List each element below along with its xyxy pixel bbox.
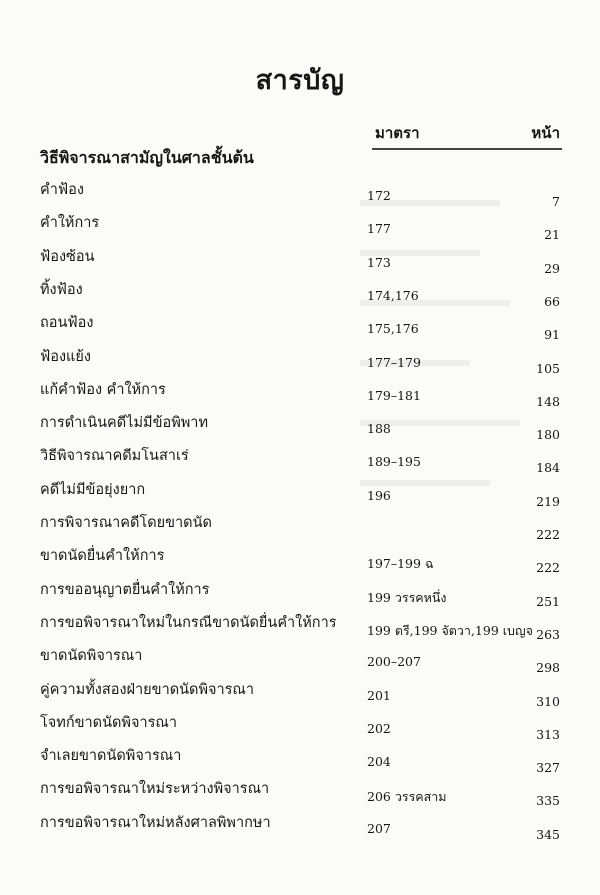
toc-entry (0, 444, 600, 474)
entry-title: คำฟ้อง (40, 182, 84, 198)
toc-entry (0, 544, 600, 574)
entry-section: 173 (367, 254, 391, 270)
entry-title: โจทก์ขาดนัดพิจารณา (40, 714, 177, 731)
entry-page-number: 310 (536, 693, 560, 709)
entry-title: การขออนุญาตยื่นคำให้การ (40, 581, 210, 598)
chapter-heading: วิธีพิจารณาสามัญในศาลชั้นต้น (40, 148, 254, 167)
entry-page-number: 66 (544, 293, 560, 309)
entry-title: การขอพิจารณาใหม่หลังศาลพิพากษา (40, 814, 271, 831)
entry-title: ทิ้งฟ้อง (40, 281, 83, 298)
entry-page-number: 251 (536, 593, 560, 609)
header-rule (372, 148, 562, 150)
toc-entry (0, 178, 600, 208)
entry-title: คำให้การ (40, 215, 100, 232)
toc-entry (0, 711, 600, 741)
toc-entry (0, 278, 600, 308)
entry-title: การขอพิจารณาใหม่ระหว่างพิจารณา (40, 781, 270, 798)
entry-section: 174,176 (367, 287, 419, 303)
page-column-header: หน้า (531, 124, 560, 142)
entry-page-number: 313 (536, 726, 560, 742)
entry-title: จำเลยขาดนัดพิจารณา (40, 748, 182, 765)
entry-section: 201 (367, 687, 391, 703)
entry-page-number: 219 (536, 493, 560, 509)
entry-section: 206 วรรคสาม (367, 789, 447, 805)
entry-title: วิธีพิจารณาคดีมโนสาเร่ (40, 448, 189, 465)
entry-section: 197–199 ฉ (367, 556, 434, 572)
entry-page-number: 180 (536, 427, 560, 443)
entry-title: การขอพิจารณาใหม่ในกรณีขาดนัดยื่นคำให้การ (40, 614, 337, 631)
page-title: สารบัญ (255, 65, 345, 96)
entry-page-number: 148 (536, 393, 560, 409)
entry-title: คู่ความทั้งสองฝ่ายขาดนัดพิจารณา (40, 681, 255, 698)
section-column-header: มาตรา (375, 124, 420, 142)
toc-entry (0, 311, 600, 341)
toc-entry (0, 245, 600, 275)
entry-title: ฟ้องซ้อน (40, 248, 95, 265)
entry-section: 188 (367, 421, 391, 437)
toc-entry (0, 345, 600, 375)
entry-section: 199 ตรี,199 จัตวา,199 เบญจ (367, 622, 533, 638)
entry-page-number: 222 (536, 527, 560, 542)
toc-entry (0, 744, 600, 774)
entry-page-number: 105 (536, 360, 560, 376)
toc-entry (0, 478, 600, 508)
entry-section: 189–195 (367, 454, 421, 470)
entry-title: ฟ้องแย้ง (40, 348, 91, 365)
entry-section: 204 (367, 754, 391, 770)
entry-title: ขาดนัดยื่นคำให้การ (40, 548, 165, 565)
entry-page-number: 7 (552, 194, 560, 209)
toc-entry (0, 378, 600, 408)
entry-section: 175,176 (367, 321, 419, 337)
entry-section: 202 (367, 720, 391, 736)
entry-page-number: 222 (536, 560, 560, 576)
entry-section: 200–207 (367, 654, 421, 670)
entry-title: ถอนฟ้อง (40, 315, 94, 332)
entry-title: ขาดนัดพิจารณา (40, 648, 143, 665)
entry-page-number: 29 (544, 260, 560, 276)
entry-page-number: 91 (544, 327, 560, 343)
toc-entry (0, 811, 600, 841)
entry-section: 177 (367, 221, 391, 237)
toc-entry (0, 644, 600, 674)
entry-title: การดำเนินคดีไม่มีข้อพิพาท (40, 415, 209, 432)
toc-entry (0, 511, 600, 541)
entry-page-number: 263 (536, 626, 560, 642)
entry-section: 196 (367, 487, 391, 503)
entry-page-number: 335 (536, 793, 560, 809)
entry-page-number: 298 (536, 660, 560, 676)
toc-entry (0, 678, 600, 708)
entry-section: 199 วรรคหนึ่ง (367, 589, 447, 605)
entry-page-number: 184 (536, 460, 560, 476)
toc-entry (0, 411, 600, 441)
entry-title: คดีไม่มีข้อยุ่งยาก (40, 481, 146, 498)
entry-title: แก้คำฟ้อง คำให้การ (40, 381, 166, 398)
entry-page-number: 345 (536, 826, 560, 842)
toc-entry (0, 578, 600, 608)
entry-section: 172 (367, 188, 391, 203)
entry-section: 207 (367, 820, 391, 836)
entry-title: การพิจารณาคดีโดยขาดนัด (40, 515, 212, 531)
toc-entry (0, 777, 600, 807)
entry-section: 177–179 (367, 354, 421, 370)
toc-entry (0, 211, 600, 241)
entry-page-number: 327 (536, 760, 560, 776)
entry-section: 179–181 (367, 387, 421, 403)
toc-entry (0, 611, 600, 641)
entry-page-number: 21 (544, 227, 560, 243)
